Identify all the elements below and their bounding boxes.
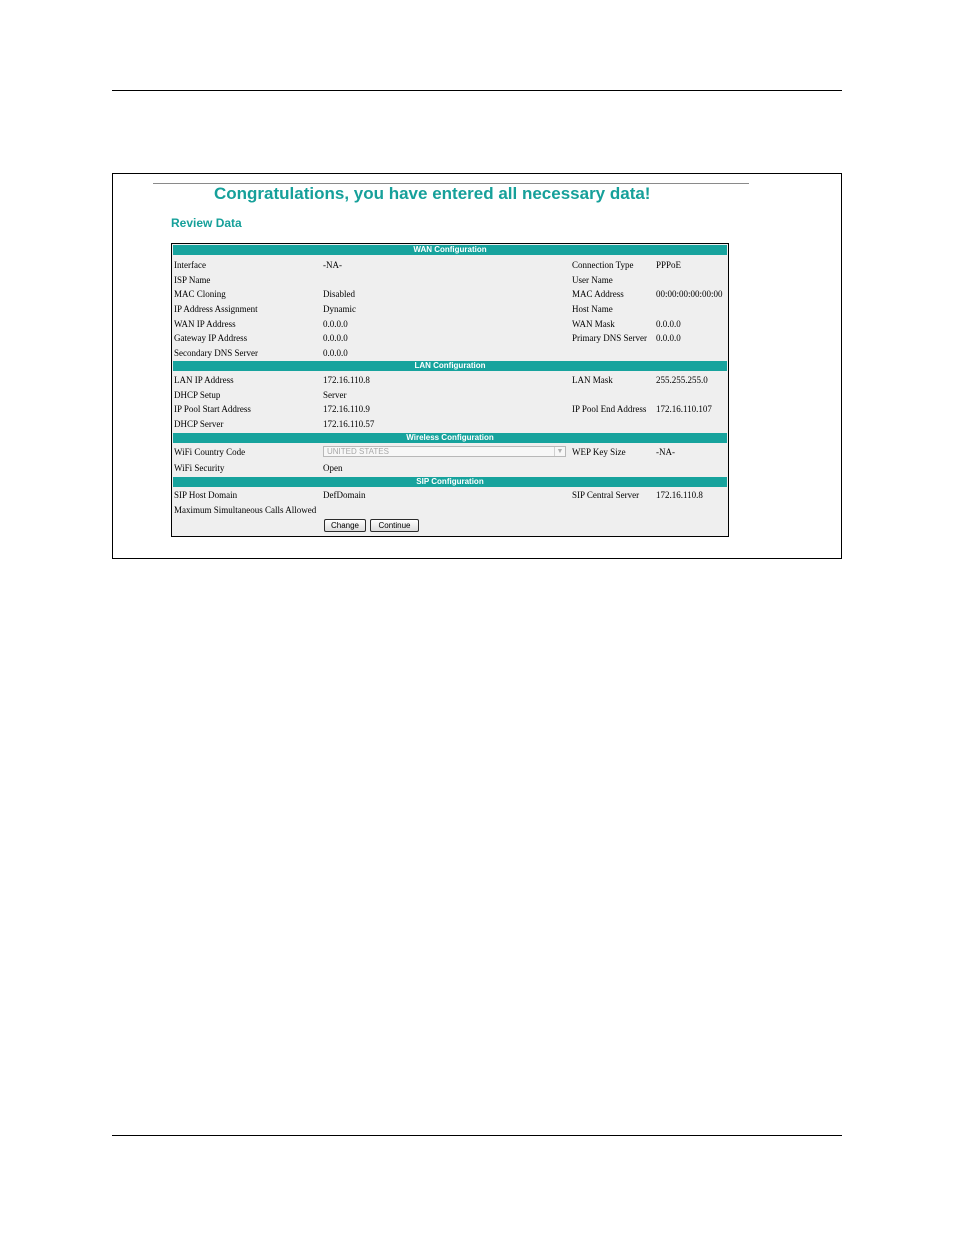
wep-key-size-value: -NA- — [656, 447, 675, 457]
page-header-rule — [112, 90, 842, 91]
wan-configuration-header: WAN Configuration — [173, 245, 727, 255]
wan-ip-address-value: 0.0.0.0 — [323, 319, 348, 329]
wifi-security-value: Open — [323, 463, 343, 473]
lan-ip-address-value: 172.16.110.8 — [323, 375, 370, 385]
dhcp-setup-value: Server — [323, 390, 347, 400]
wifi-country-code-selected: UNITED STATES — [327, 447, 389, 456]
ip-address-assignment-value: Dynamic — [323, 304, 356, 314]
mac-cloning-value: Disabled — [323, 289, 355, 299]
review-data-heading: Review Data — [171, 216, 242, 230]
ip-pool-end-address-label: IP Pool End Address — [572, 404, 647, 414]
change-button[interactable]: Change — [324, 519, 366, 532]
ip-address-assignment-label: IP Address Assignment — [174, 304, 258, 314]
sip-configuration-header: SIP Configuration — [173, 477, 727, 487]
ip-pool-start-address-value: 172.16.110.9 — [323, 404, 370, 414]
wifi-security-label: WiFi Security — [174, 463, 225, 473]
secondary-dns-server-label: Secondary DNS Server — [174, 348, 258, 358]
gateway-ip-address-value: 0.0.0.0 — [323, 333, 348, 343]
dhcp-setup-label: DHCP Setup — [174, 390, 221, 400]
connection-type-value: PPPoE — [656, 260, 682, 270]
ip-pool-end-address-value: 172.16.110.107 — [656, 404, 712, 414]
lan-mask-label: LAN Mask — [572, 375, 613, 385]
user-name-label: User Name — [572, 275, 613, 285]
dhcp-server-value: 172.16.110.57 — [323, 419, 375, 429]
lan-ip-address-label: LAN IP Address — [174, 375, 234, 385]
connection-type-label: Connection Type — [572, 260, 634, 270]
review-data-panel — [171, 243, 729, 537]
page-footer-rule — [112, 1135, 842, 1136]
secondary-dns-server-value: 0.0.0.0 — [323, 348, 348, 358]
lan-configuration-header: LAN Configuration — [173, 361, 727, 371]
page-title: Congratulations, you have entered all necessary data! — [214, 184, 651, 203]
interface-value: -NA- — [323, 260, 342, 270]
primary-dns-server-value: 0.0.0.0 — [656, 333, 681, 343]
continue-button[interactable]: Continue — [370, 519, 419, 532]
sip-host-domain-value: DefDomain — [323, 490, 366, 500]
chevron-down-icon: ▼ — [554, 447, 565, 456]
mac-cloning-label: MAC Cloning — [174, 289, 226, 299]
lan-mask-value: 255.255.255.0 — [656, 375, 708, 385]
sip-host-domain-label: SIP Host Domain — [174, 490, 238, 500]
sip-central-server-value: 172.16.110.8 — [656, 490, 703, 500]
host-name-label: Host Name — [572, 304, 613, 314]
dhcp-server-label: DHCP Server — [174, 419, 224, 429]
wifi-country-code-select[interactable] — [323, 446, 566, 457]
ip-pool-start-address-label: IP Pool Start Address — [174, 404, 251, 414]
interface-label: Interface — [174, 260, 206, 270]
primary-dns-server-label: Primary DNS Server — [572, 333, 647, 343]
wep-key-size-label: WEP Key Size — [572, 447, 626, 457]
mac-address-label: MAC Address — [572, 289, 624, 299]
isp-name-label: ISP Name — [174, 275, 211, 285]
wan-mask-label: WAN Mask — [572, 319, 615, 329]
screenshot-frame — [112, 173, 842, 559]
wan-ip-address-label: WAN IP Address — [174, 319, 236, 329]
wifi-country-code-label: WiFi Country Code — [174, 447, 246, 457]
sip-central-server-label: SIP Central Server — [572, 490, 640, 500]
max-simultaneous-calls-label: Maximum Simultaneous Calls Allowed — [174, 505, 317, 515]
mac-address-value: 00:00:00:00:00:00 — [656, 289, 723, 299]
wireless-configuration-header: Wireless Configuration — [173, 433, 727, 443]
gateway-ip-address-label: Gateway IP Address — [174, 333, 248, 343]
wan-mask-value: 0.0.0.0 — [656, 319, 681, 329]
